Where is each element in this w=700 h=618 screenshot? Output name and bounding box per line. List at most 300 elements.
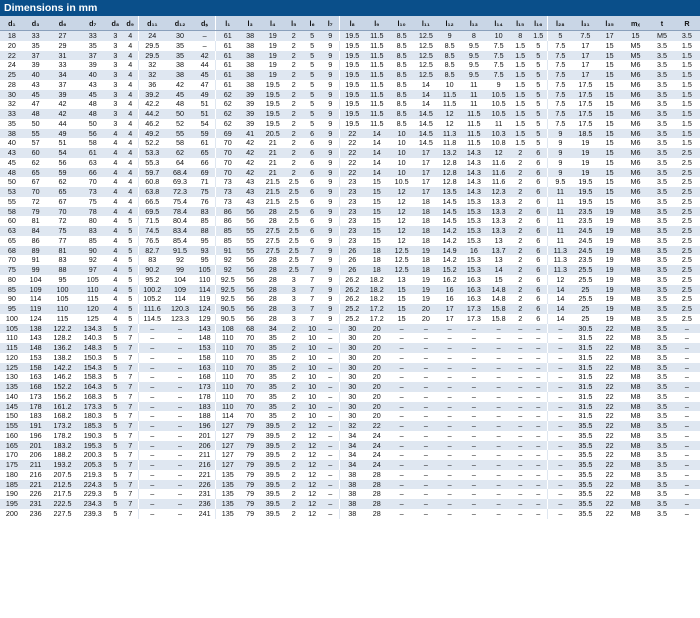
cell-l12: – xyxy=(438,324,462,334)
cell-l13: 16.3 xyxy=(461,285,486,295)
table-row xyxy=(0,99,700,109)
table-row xyxy=(0,51,700,61)
cell-d1: 35 xyxy=(0,119,24,129)
cell-l31: 25.5 xyxy=(572,265,598,275)
cell-d1: 55 xyxy=(0,197,24,207)
cell-d12: – xyxy=(166,450,194,460)
cell-d8: 3 xyxy=(108,80,123,90)
column-header-d9: d₉ xyxy=(123,16,138,31)
cell-d3: 91 xyxy=(24,255,48,265)
cell-d8: 3 xyxy=(108,70,123,80)
cell-l1: 92.5 xyxy=(216,294,240,304)
cell-l16: 6 xyxy=(529,285,547,295)
cell-d1: 165 xyxy=(0,441,24,451)
table-row xyxy=(0,382,700,392)
column-header-l13: l₁₃ xyxy=(461,16,486,31)
cell-d3: 143 xyxy=(24,333,48,343)
cell-l16: 6 xyxy=(529,314,547,324)
cell-d7: 43 xyxy=(78,80,108,90)
cell-d11: 111.6 xyxy=(138,304,166,314)
cell-l5: 2 xyxy=(285,324,303,334)
cell-d11: – xyxy=(138,333,166,343)
cell-l9: 14 xyxy=(364,168,389,178)
cell-d3: 216 xyxy=(24,470,48,480)
cell-l35: 22 xyxy=(598,441,621,451)
cell-d11: 95.2 xyxy=(138,275,166,285)
cell-t: 3.5 xyxy=(650,275,674,285)
table-row xyxy=(0,109,700,119)
table-row xyxy=(0,275,700,285)
cell-l3: 70 xyxy=(239,343,261,353)
cell-d6: 142.2 xyxy=(47,363,77,373)
cell-l13: 14.3 xyxy=(461,168,486,178)
cell-l12: – xyxy=(438,363,462,373)
cell-l6: 7 xyxy=(303,255,321,265)
cell-l3: 38 xyxy=(239,51,261,61)
cell-l12: – xyxy=(438,382,462,392)
cell-t: 3.5 xyxy=(650,382,674,392)
cell-l5: 2.5 xyxy=(285,177,303,187)
cell-l13: – xyxy=(461,450,486,460)
cell-l9: 28 xyxy=(364,480,389,490)
cell-l12: – xyxy=(438,460,462,470)
cell-mx: M6 xyxy=(621,80,650,90)
cell-l1: 114 xyxy=(216,411,240,421)
cell-l16: 6 xyxy=(529,275,547,285)
cell-ds: 83 xyxy=(194,207,216,217)
cell-l11: 12.5 xyxy=(414,41,438,51)
cell-d1: 50 xyxy=(0,177,24,187)
cell-l15: – xyxy=(511,431,529,441)
cell-l14: 10.3 xyxy=(486,129,511,139)
cell-mx: M8 xyxy=(621,489,650,499)
cell-l35: 22 xyxy=(598,324,621,334)
cell-l14: – xyxy=(486,333,511,343)
cell-d7: 239.3 xyxy=(78,509,108,519)
cell-d12: 123.3 xyxy=(166,314,194,324)
table-row xyxy=(0,168,700,178)
cell-l35: 22 xyxy=(598,392,621,402)
cell-l8: 38 xyxy=(340,499,365,509)
cell-l10: – xyxy=(389,372,414,382)
cell-l35: 15 xyxy=(598,119,621,129)
cell-R: 1.5 xyxy=(674,99,700,109)
cell-d6: 42 xyxy=(47,99,77,109)
cell-d3: 40 xyxy=(24,70,48,80)
cell-l35: 22 xyxy=(598,480,621,490)
cell-l3: 70 xyxy=(239,372,261,382)
cell-d1: 60 xyxy=(0,216,24,226)
cell-l11: – xyxy=(414,441,438,451)
cell-l4: 28 xyxy=(261,285,285,295)
cell-l7: 9 xyxy=(321,168,339,178)
cell-d7: 190.3 xyxy=(78,431,108,441)
cell-l13: 14.3 xyxy=(461,158,486,168)
cell-d11: 60.8 xyxy=(138,177,166,187)
cell-d1: 63 xyxy=(0,226,24,236)
cell-l4: 19.5 xyxy=(261,80,285,90)
cell-l3: 42 xyxy=(239,138,261,148)
cell-d12: 45 xyxy=(166,90,194,100)
cell-l9: 28 xyxy=(364,499,389,509)
cell-l8: 38 xyxy=(340,480,365,490)
cell-l13: – xyxy=(461,421,486,431)
cell-l7: – xyxy=(321,421,339,431)
cell-d8: 3 xyxy=(108,41,123,51)
cell-l4: 21 xyxy=(261,148,285,158)
cell-d3: 35 xyxy=(24,41,48,51)
table-row xyxy=(0,148,700,158)
cell-l28: 7.5 xyxy=(548,41,573,51)
cell-d12: 55 xyxy=(166,129,194,139)
cell-d11: – xyxy=(138,509,166,519)
cell-d6: 110 xyxy=(47,304,77,314)
cell-l11: – xyxy=(414,324,438,334)
cell-l35: 15 xyxy=(598,187,621,197)
cell-mx: M6 xyxy=(621,60,650,70)
cell-ds: 153 xyxy=(194,343,216,353)
cell-l11: 19 xyxy=(414,294,438,304)
cell-R: – xyxy=(674,343,700,353)
cell-l15: – xyxy=(511,499,529,509)
cell-R: 2.5 xyxy=(674,177,700,187)
cell-d6: 173.2 xyxy=(47,421,77,431)
cell-l12: – xyxy=(438,372,462,382)
cell-d8: 3 xyxy=(108,31,123,41)
cell-l12: – xyxy=(438,392,462,402)
cell-l14: – xyxy=(486,372,511,382)
cell-d9: 5 xyxy=(123,294,138,304)
cell-t: 3.5 xyxy=(650,148,674,158)
cell-l11: 18 xyxy=(414,216,438,226)
cell-d12: 72.3 xyxy=(166,187,194,197)
cell-t: 3.5 xyxy=(650,411,674,421)
cell-l9: 15 xyxy=(364,216,389,226)
cell-d12: 35 xyxy=(166,41,194,51)
cell-ds: 93 xyxy=(194,246,216,256)
table-row xyxy=(0,246,700,256)
cell-d1: 85 xyxy=(0,285,24,295)
cell-l14: 10.5 xyxy=(486,99,511,109)
cell-l16: – xyxy=(529,333,547,343)
cell-l11: – xyxy=(414,363,438,373)
cell-l10: – xyxy=(389,470,414,480)
cell-l6: 12 xyxy=(303,431,321,441)
cell-mx: M6 xyxy=(621,99,650,109)
cell-d3: 211 xyxy=(24,460,48,470)
cell-l13: 16.3 xyxy=(461,294,486,304)
cell-d6: 39 xyxy=(47,90,77,100)
cell-l11: – xyxy=(414,343,438,353)
cell-l13: 16 xyxy=(461,246,486,256)
cell-ds: 124 xyxy=(194,304,216,314)
cell-l3: 39 xyxy=(239,109,261,119)
cell-mx: M8 xyxy=(621,499,650,509)
cell-d7: 180.3 xyxy=(78,411,108,421)
cell-l1: 110 xyxy=(216,382,240,392)
cell-d8: 4 xyxy=(108,275,123,285)
cell-l15: – xyxy=(511,441,529,451)
cell-d7: 140.3 xyxy=(78,333,108,343)
cell-l14: – xyxy=(486,324,511,334)
cell-l15: 2 xyxy=(511,158,529,168)
cell-l35: 15 xyxy=(598,90,621,100)
cell-l14: – xyxy=(486,460,511,470)
cell-l14: 14.8 xyxy=(486,294,511,304)
cell-l28: 12 xyxy=(548,275,573,285)
cell-l14: – xyxy=(486,382,511,392)
cell-t: 3.5 xyxy=(650,294,674,304)
cell-l13: – xyxy=(461,343,486,353)
cell-l7: – xyxy=(321,480,339,490)
cell-l5: 2 xyxy=(285,168,303,178)
cell-d9: 4 xyxy=(123,187,138,197)
cell-l16: – xyxy=(529,480,547,490)
cell-d8: 4 xyxy=(108,294,123,304)
cell-l8: 19.5 xyxy=(340,90,365,100)
cell-d8: 4 xyxy=(108,255,123,265)
cell-l4: 27.5 xyxy=(261,236,285,246)
cell-l28: 11.3 xyxy=(548,265,573,275)
cell-d8: 5 xyxy=(108,460,123,470)
cell-d6: 59 xyxy=(47,168,77,178)
cell-l16: – xyxy=(529,372,547,382)
cell-ds: 221 xyxy=(194,470,216,480)
cell-l9: 24 xyxy=(364,450,389,460)
cell-d3: 153 xyxy=(24,353,48,363)
cell-l11: 12.5 xyxy=(414,70,438,80)
cell-t: 3.5 xyxy=(650,333,674,343)
cell-l13: 17.3 xyxy=(461,304,486,314)
cell-l5: 2 xyxy=(285,421,303,431)
cell-l11: 14 xyxy=(414,80,438,90)
cell-l10: – xyxy=(389,480,414,490)
cell-l3: 56 xyxy=(239,294,261,304)
cell-d12: 38 xyxy=(166,70,194,80)
cell-l7: 9 xyxy=(321,138,339,148)
cell-l12: – xyxy=(438,509,462,519)
cell-ds: 231 xyxy=(194,489,216,499)
cell-l8: 23 xyxy=(340,236,365,246)
cell-l9: 20 xyxy=(364,353,389,363)
cell-l35: 19 xyxy=(598,294,621,304)
cell-l16: – xyxy=(529,353,547,363)
cell-l3: 56 xyxy=(239,255,261,265)
cell-l31: 35.5 xyxy=(572,499,598,509)
cell-l11: 19 xyxy=(414,275,438,285)
cell-t: 3.5 xyxy=(650,304,674,314)
cell-d9: 7 xyxy=(123,382,138,392)
cell-l14: 7.5 xyxy=(486,60,511,70)
cell-d6: 75 xyxy=(47,226,77,236)
cell-l28: 9 xyxy=(548,129,573,139)
cell-l8: 30 xyxy=(340,392,365,402)
cell-l9: 28 xyxy=(364,509,389,519)
cell-d1: 38 xyxy=(0,129,24,139)
column-header-mx: mₓ xyxy=(621,16,650,31)
cell-l3: 56 xyxy=(239,314,261,324)
cell-l31: 25 xyxy=(572,314,598,324)
cell-l4: 20.5 xyxy=(261,129,285,139)
cell-d1: 33 xyxy=(0,109,24,119)
cell-d3: 67 xyxy=(24,177,48,187)
cell-d12: 58 xyxy=(166,138,194,148)
cell-l8: 19.5 xyxy=(340,99,365,109)
cell-d6: 70 xyxy=(47,207,77,217)
cell-l10: – xyxy=(389,324,414,334)
cell-l13: 9.5 xyxy=(461,60,486,70)
cell-d7: 234.3 xyxy=(78,499,108,509)
cell-l12: 14.5 xyxy=(438,207,462,217)
cell-d11: – xyxy=(138,382,166,392)
cell-d11: 49.2 xyxy=(138,129,166,139)
cell-l8: 30 xyxy=(340,411,365,421)
cell-l15: – xyxy=(511,411,529,421)
cell-l12: 14.2 xyxy=(438,226,462,236)
cell-ds: 201 xyxy=(194,431,216,441)
cell-l1: 110 xyxy=(216,402,240,412)
cell-d1: 110 xyxy=(0,333,24,343)
column-header-d11: d₁₁ xyxy=(138,16,166,31)
cell-l9: 20 xyxy=(364,411,389,421)
cell-R: – xyxy=(674,372,700,382)
cell-ds: 216 xyxy=(194,460,216,470)
table-row xyxy=(0,421,700,431)
cell-l1: 91 xyxy=(216,246,240,256)
cell-l10: 12 xyxy=(389,187,414,197)
cell-d12: 92 xyxy=(166,255,194,265)
cell-l31: 17.5 xyxy=(572,119,598,129)
cell-t: 3.5 xyxy=(650,441,674,451)
cell-d11: 42.2 xyxy=(138,99,166,109)
cell-l1: 85 xyxy=(216,236,240,246)
cell-l6: 12 xyxy=(303,460,321,470)
cell-t: 3.5 xyxy=(650,119,674,129)
cell-l6: 10 xyxy=(303,372,321,382)
cell-l10: 8.5 xyxy=(389,70,414,80)
cell-d11: – xyxy=(138,392,166,402)
cell-d6: 54 xyxy=(47,148,77,158)
cell-l4: 19 xyxy=(261,51,285,61)
cell-d12: 80.4 xyxy=(166,216,194,226)
cell-l15: 1.5 xyxy=(511,51,529,61)
column-header-d1: d₁ xyxy=(0,16,24,31)
column-header-l8: l₈ xyxy=(340,16,365,31)
cell-l16: 6 xyxy=(529,168,547,178)
cell-l28: 7.5 xyxy=(548,109,573,119)
cell-l4: 28 xyxy=(261,255,285,265)
cell-l10: – xyxy=(389,460,414,470)
cell-l13: – xyxy=(461,333,486,343)
cell-d12: – xyxy=(166,499,194,509)
cell-l28: 11 xyxy=(548,197,573,207)
cell-l3: 56 xyxy=(239,304,261,314)
cell-d12: 109 xyxy=(166,285,194,295)
cell-l35: 15 xyxy=(598,197,621,207)
cell-l11: – xyxy=(414,372,438,382)
column-header-l12: l₁₂ xyxy=(438,16,462,31)
cell-ds: 44 xyxy=(194,60,216,70)
cell-d7: 75 xyxy=(78,197,108,207)
cell-l15: 8 xyxy=(511,31,529,41)
cell-d6: 193.2 xyxy=(47,460,77,470)
cell-d6: 27 xyxy=(47,31,77,41)
cell-l14: 13.3 xyxy=(486,216,511,226)
cell-l14: 10.5 xyxy=(486,90,511,100)
cell-l8: 19.5 xyxy=(340,80,365,90)
cell-l4: 21.5 xyxy=(261,177,285,187)
cell-l10: 8.5 xyxy=(389,109,414,119)
cell-l8: 23 xyxy=(340,187,365,197)
cell-l11: 17 xyxy=(414,148,438,158)
cell-l5: 2 xyxy=(285,343,303,353)
cell-d3: 86 xyxy=(24,236,48,246)
cell-R: 1.5 xyxy=(674,129,700,139)
cell-l1: 73 xyxy=(216,187,240,197)
cell-t: 3.5 xyxy=(650,470,674,480)
cell-R: – xyxy=(674,480,700,490)
cell-l3: 38 xyxy=(239,41,261,51)
cell-d9: 4 xyxy=(123,80,138,90)
cell-l14: 13.7 xyxy=(486,246,511,256)
table-row xyxy=(0,509,700,519)
cell-l14: 15.8 xyxy=(486,314,511,324)
column-header-l4: l₄ xyxy=(261,16,285,31)
cell-l1: 127 xyxy=(216,441,240,451)
cell-l12: 14.5 xyxy=(438,216,462,226)
cell-mx: M6 xyxy=(621,129,650,139)
cell-l1: 61 xyxy=(216,60,240,70)
cell-mx: M6 xyxy=(621,138,650,148)
cell-t: 3.5 xyxy=(650,480,674,490)
cell-l3: 79 xyxy=(239,489,261,499)
cell-l31: 25 xyxy=(572,304,598,314)
cell-l7: 9 xyxy=(321,90,339,100)
cell-l9: 17.2 xyxy=(364,304,389,314)
table-body xyxy=(0,31,700,519)
cell-l13: – xyxy=(461,372,486,382)
cell-l15: 2 xyxy=(511,177,529,187)
cell-l6: 5 xyxy=(303,70,321,80)
cell-l9: 28 xyxy=(364,470,389,480)
cell-l15: 1.5 xyxy=(511,41,529,51)
cell-l4: 35 xyxy=(261,372,285,382)
cell-ds: 59 xyxy=(194,129,216,139)
cell-d8: 5 xyxy=(108,470,123,480)
cell-mx: M8 xyxy=(621,246,650,256)
cell-l9: 11.5 xyxy=(364,99,389,109)
cell-l31: 19 xyxy=(572,168,598,178)
cell-l4: 19 xyxy=(261,70,285,80)
cell-d8: 4 xyxy=(108,158,123,168)
cell-l31: 31.5 xyxy=(572,353,598,363)
cell-l15: – xyxy=(511,353,529,363)
cell-l28: 7.5 xyxy=(548,90,573,100)
cell-l35: 15 xyxy=(598,99,621,109)
cell-d3: 79 xyxy=(24,207,48,217)
cell-ds: 49 xyxy=(194,90,216,100)
cell-l6: 7 xyxy=(303,246,321,256)
cell-d1: 185 xyxy=(0,480,24,490)
cell-l35: 19 xyxy=(598,246,621,256)
cell-l31: 35.5 xyxy=(572,431,598,441)
cell-d8: 4 xyxy=(108,265,123,275)
table-row xyxy=(0,392,700,402)
cell-d9: 4 xyxy=(123,109,138,119)
cell-l4: 28 xyxy=(261,275,285,285)
cell-l1: 86 xyxy=(216,216,240,226)
cell-l35: 15 xyxy=(598,138,621,148)
